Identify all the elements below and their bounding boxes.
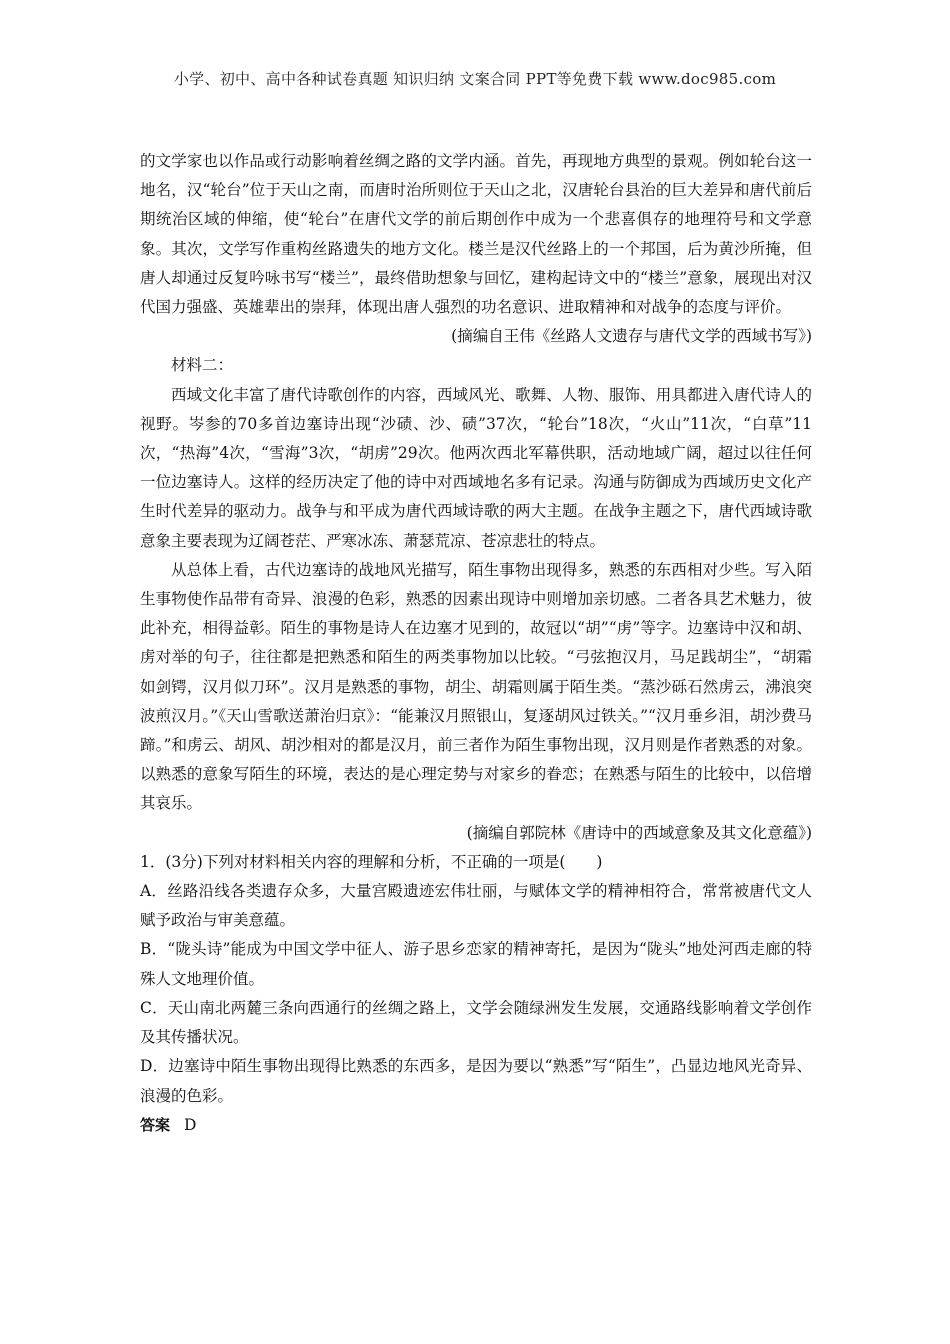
question-stem: 1．(3分)下列对材料相关内容的理解和分析，不正确的一项是( )	[140, 852, 603, 871]
option-a: A．丝路沿线各类遗存众多，大量宫殿遗迹宏伟壮丽，与赋体文学的精神相符合，常常被唐代文人赋予政治与审美意蕴。	[140, 882, 812, 930]
option-d: D．边塞诗中陌生事物出现得比熟悉的东西多，是因为要以“熟悉”写“陌生”，凸显边地风光奇异、浪漫的色彩。	[140, 1057, 812, 1105]
option-b: B．“陇头诗”能成为中国文学中征人、游子思乡恋家的精神寄托，是因为“陇头”地处河西走廊的特殊人文地理价值。	[140, 940, 812, 988]
material1-paragraph: 的文学家也以作品或行动影响着丝绸之路的文学内涵。首先，再现地方典型的景观。例如轮台这一地名，汉“轮台”位于天山之南，而唐时治所则位于天山之北，汉唐轮台县治的巨大差异和唐代前后期统治区域的伸缩，使“轮台”在唐代文学的前后期创作中成为一个悲喜俱存的地理符号和文学意象。其次，文学写作重构丝路遗失的地方文化。楼兰是汉代丝路上的一个邦国，后为黄沙所掩，但唐人却通过反复吟咏书写“楼兰”，最终借助想象与回忆，建构起诗文中的“楼兰”意象，展现出对汉代国力强盛、英雄辈出的崇拜，体现出唐人强烈的功名意识、进取精神和对战争的态度与评价。	[140, 152, 812, 317]
material2-paragraph-2: 从总体上看，古代边塞诗的战地风光描写，陌生事物出现得多，熟悉的东西相对少些。写入陌生事物使作品带有奇异、浪漫的色彩，熟悉的因素出现诗中则增加亲切感。二者各具艺术魅力，彼此补充，相得益彰。陌生的事物是诗人在边塞才见到的，故冠以“胡”“虏”等字。边塞诗中汉和胡、虏对举的句子，往往都是把熟悉和陌生的两类事物加以比较。“弓弦抱汉月，马足践胡尘”，“胡霜如剑锷，汉月似刀环”。汉月是熟悉的事物，胡尘、胡霜则属于陌生类。“蒸沙砾石然虏云，沸浪突波煎汉月。”《天山雪歌送萧治归京》：“能兼汉月照银山，复逐胡风过铁关。”“汉月垂乡泪，胡沙费马蹄。”和虏云、胡风、胡沙相对的都是汉月，前三者作为陌生事物出现，汉月则是作者熟悉的对象。以熟悉的意象写陌生的环境，表达的是心理定势与对家乡的眷恋；在熟悉与陌生的比较中，以倍增其哀乐。	[140, 560, 812, 813]
answer-line	[140, 1111, 812, 1140]
answer-value: D	[184, 1115, 197, 1134]
option-c: C．天山南北两麓三条向西通行的丝绸之路上，文学会随绿洲发生发展，交通路线影响着文学创作及其传播状况。	[140, 998, 812, 1047]
document-body	[140, 147, 812, 1140]
material2-source: (摘编自郭院林《唐诗中的西域意象及其文化意蕴》)	[466, 823, 812, 842]
material1-source: (摘编自王伟《丝路人文遗存与唐代文学的西域书写》)	[451, 327, 812, 346]
answer-label: 答案	[140, 1115, 171, 1134]
material2-title: 材料二：	[171, 356, 234, 375]
material2-paragraph-1: 西域文化丰富了唐代诗歌创作的内容，西域风光、歌舞、人物、服饰、用具都进入唐代诗人的视野。岑参的70多首边塞诗出现“沙碛、沙、碛”37次，“轮台”18次，“火山”11次，“白草”11次，“热海”4次，“雪海”3次，“胡虏”29次。他两次西北军幕供职，活动地域广阔，超过以往任何一位边塞诗人。这样的经历决定了他的诗中对西域地名多有记录。沟通与防御成为西域历史文化产生时代差异的驱动力。战争与和平成为唐代西域诗歌的两大主题。在战争主题之下，唐代西域诗歌意象主要表现为辽阔苍茫、严寒冰冻、萧瑟荒凉、苍凉悲壮的特点。	[140, 385, 812, 550]
page-header: 小学、初中、高中各种试卷真题 知识归纳 文案合同 PPT等免费下载 www.doc985.com	[173, 70, 777, 88]
